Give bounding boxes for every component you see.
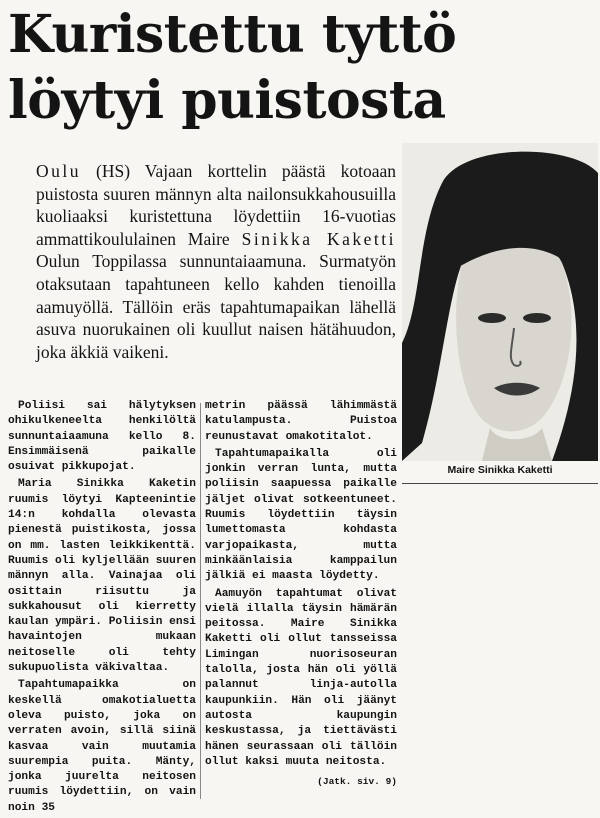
body-columns bbox=[0, 399, 400, 814]
lead-name: Sinikka Kaketti bbox=[241, 228, 396, 249]
column-2-paragraph-2: Tapahtumapaikalla oli jonkin verran lunta, mutta poliisin saapuessa paikalle jäljet olivat sotkeentuneet. Ruumis löydettiin täysin lumettomasta kohdasta varjopaikasta, mutta minkäänlaisia kamppailun jälkiä ei maasta löydetty. bbox=[205, 447, 397, 583]
portrait-photo bbox=[402, 143, 598, 461]
column-2-paragraph-3: Aamuyön tapahtumat olivat vielä illalla täysin hämärän peitossa. Maire Sinikka Kaketti oli ollut tansseissa Limingan nuorisoseuran talolla, josta hän oli yöllä palannut linja-autolla kaupunkiin. Hän oli jäänyt autosta kaupungin keskustassa, ja tiettävästi hänen seurassaan oli tällöin ollut kaksi muuta neitosta. bbox=[205, 587, 397, 768]
headline-line-2: löytyi puistosta bbox=[8, 70, 446, 131]
lead-text: (HS) Vajaan korttelin päästä kotoaan puistosta suuren männyn alta nailonsukkahousuilla kuoliaaksi kuristettuna löydettiin 16-vuotias ammattikoululainen Maire bbox=[36, 161, 396, 249]
lead-place: Oulu bbox=[36, 161, 81, 181]
portrait-illustration bbox=[402, 143, 598, 461]
lead-paragraph bbox=[36, 160, 396, 363]
headline-line-1: Kuristettu tyttö bbox=[8, 4, 457, 65]
column-2-paragraph-1: metrin päässä lähimmästä katulampusta. Puistoa reunustavat omakotitalot. bbox=[205, 400, 397, 443]
column-1 bbox=[8, 399, 196, 818]
column-divider bbox=[200, 403, 201, 799]
headline bbox=[8, 2, 598, 134]
lead-text-2: Oulun Toppilassa sunnuntaiaamuna. Surmatyön otaksutaan tapahtuneen kello kahden tienoilla aamuyöllä. Tällöin eräs tapahtumapaikan lähellä asuva nuorukainen oli kuullut naisen hätähuudon, joka äkkiä vaikeni. bbox=[36, 251, 396, 362]
column-1-paragraph-3: Tapahtumapaikka on keskellä omakotialuetta oleva puisto, joka on verraten avoin, sillä siinä kasvaa vain muutamia suurempia puita. Mänty, jonka juurelta neitosen ruumis löydettiin, on vain noin 35 bbox=[8, 679, 196, 814]
column-2 bbox=[205, 399, 397, 791]
column-1-paragraph-1: Poliisi sai hälytyksen ohikulkeneelta henkilöltä sunnuntaiaamuna kello 8. Ensimmäisenä paikalle osuivat pikkupojat. bbox=[8, 400, 196, 474]
column-1-paragraph-2: Maria Sinikka Kaketin ruumis löytyi Kapteenintie 14:n kohdalla olevasta pienestä puistikosta, jossa on mm. lasten leikkikenttä. Ruumis oli kyljellään suuren männyn alla. Vainajaa oli osittain riisuttu ja sukkahousut oli kierretty kaulan ympäri. Poliisin ensi havaintojen mukaan neitoselle oli tehty sukupuolista väkivaltaa. bbox=[8, 478, 196, 675]
continuation-note: (Jatk. siv. 9) bbox=[317, 776, 397, 788]
photo-caption: Maire Sinikka Kaketti bbox=[447, 464, 553, 476]
caption-rule bbox=[402, 483, 598, 484]
